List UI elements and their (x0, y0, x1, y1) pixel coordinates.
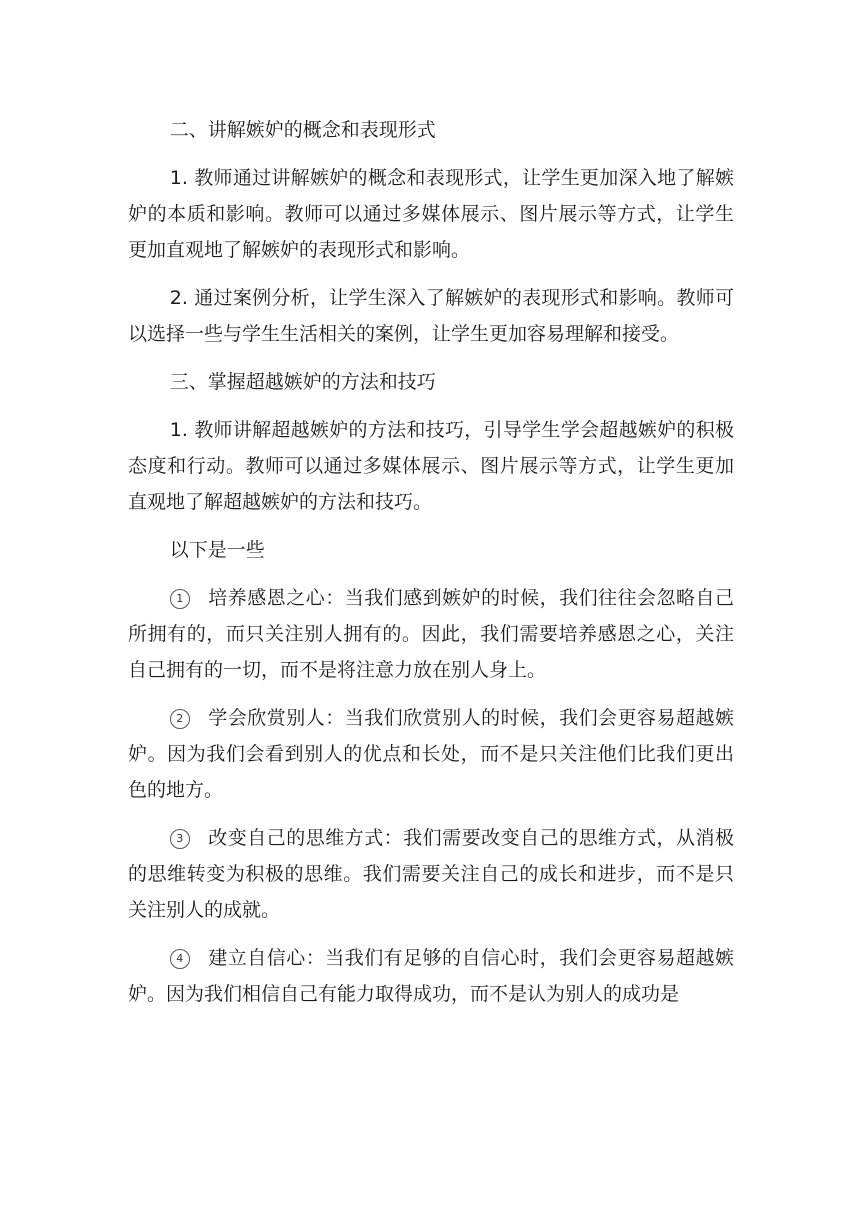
circled-number-marker: 4 (170, 949, 190, 969)
list-intro: 以下是一些 (169, 539, 265, 561)
list-item-3 (128, 820, 734, 928)
list-item-1 (128, 580, 734, 688)
list-item-2 (128, 700, 734, 808)
circled-number-marker: 2 (170, 709, 190, 729)
list-item-text: 改变自己的思维方式：我们需要改变自己的思维方式，从消极的思维转变为积极的思维。我们需要关注自己的成长和进步，而不是只关注别人的成就。 (128, 827, 734, 921)
list-item-text: 学会欣赏别人：当我们欣赏别人的时候，我们会更容易超越嫉妒。因为我们会看到别人的优点和长处，而不是只关注他们比我们更出色的地方。 (128, 707, 734, 801)
section-heading-3: 三、掌握超越嫉妒的方法和技巧 (169, 371, 436, 393)
circled-number-marker: 1 (170, 589, 190, 609)
circled-number-marker: 3 (170, 829, 190, 849)
list-item-text: 培养感恩之心：当我们感到嫉妒的时候，我们往往会忽略自己所拥有的，而只关注别人拥有的。因此，我们需要培养感恩之心，关注自己拥有的一切，而不是将注意力放在别人身上。 (128, 587, 734, 681)
list-item-text: 建立自信心：当我们有足够的自信心时，我们会更容易超越嫉妒。因为我们相信自己有能力取得成功，而不是认为别人的成功是 (128, 947, 734, 1005)
list-item-4 (128, 940, 734, 1012)
section-heading-2: 二、讲解嫉妒的概念和表现形式 (169, 119, 436, 141)
document-body (128, 112, 734, 1024)
paragraph-2-1: 1. 教师通过讲解嫉妒的概念和表现形式，让学生更加深入地了解嫉妒的本质和影响。教师可以通过多媒体展示、图片展示等方式，让学生更加直观地了解嫉妒的表现形式和影响。 (128, 167, 734, 261)
paragraph-3-1: 1. 教师讲解超越嫉妒的方法和技巧，引导学生学会超越嫉妒的积极态度和行动。教师可以通过多媒体展示、图片展示等方式，让学生更加直观地了解超越嫉妒的方法和技巧。 (128, 419, 734, 513)
paragraph-2-2: 2. 通过案例分析，让学生深入了解嫉妒的表现形式和影响。教师可以选择一些与学生生活相关的案例，让学生更加容易理解和接受。 (128, 287, 734, 345)
